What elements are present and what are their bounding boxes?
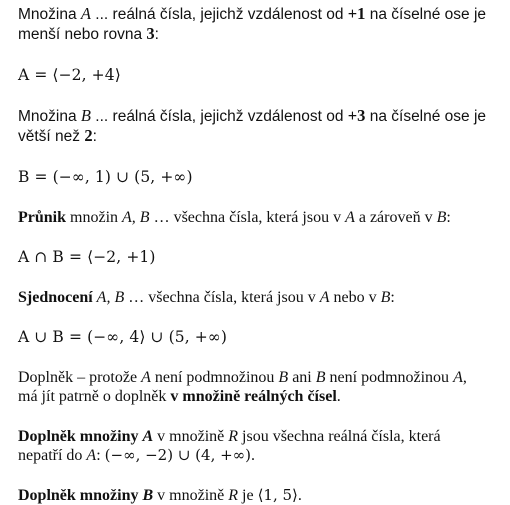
term: Doplněk množiny <box>18 487 143 504</box>
set-b-formula: B = (−∞, 1) ∪ (5, +∞) <box>18 168 193 186</box>
inline-formula: ⟨1, 5⟩ <box>257 486 298 504</box>
variable: R <box>228 487 239 504</box>
set-a-formula: A = ⟨−2, +4⟩ <box>18 66 121 84</box>
variable: A <box>80 4 91 23</box>
variable: B <box>315 369 326 386</box>
variables: A, B <box>96 289 125 306</box>
variable: B <box>278 369 289 386</box>
text: má jít patrně o doplněk <box>18 388 171 405</box>
bold-text: množině reálných čísel <box>182 388 337 405</box>
variables: A, B <box>122 209 150 226</box>
text: : <box>96 447 105 464</box>
value: 3 <box>146 24 155 43</box>
text: Doplněk – protože <box>18 369 142 386</box>
text: jsou všechna reálná čísla, která <box>238 428 441 445</box>
variable: B <box>80 106 91 125</box>
term: Doplněk množiny <box>18 428 143 445</box>
variable: B <box>436 209 447 226</box>
intersection-formula: A ∩ B = ⟨−2, +1) <box>18 248 156 266</box>
union-definition <box>18 288 504 307</box>
text: : <box>92 128 97 145</box>
union-formula: A ∪ B = (−∞, 4⟩ ∪ (5, +∞) <box>18 328 228 346</box>
text: : <box>390 289 395 306</box>
term: Sjednocení <box>18 289 93 306</box>
text: není podmnožinou <box>150 369 279 386</box>
complement-b <box>18 486 504 505</box>
set-a-definition <box>18 4 504 44</box>
text: . <box>336 388 341 405</box>
text: na číselné ose je větší než <box>18 108 487 145</box>
variable: A <box>319 289 330 306</box>
text: není podmnožinou <box>325 369 454 386</box>
text: . <box>297 487 302 504</box>
text: množin <box>66 209 123 226</box>
variable: A <box>345 209 355 226</box>
variable: A <box>86 447 97 464</box>
text: ... reálná čísla, jejichž vzdálenost od <box>91 6 348 23</box>
bold-text: v <box>170 388 183 405</box>
inline-formula: (−∞, −2) ∪ (4, +∞) <box>104 446 252 464</box>
term: Průnik <box>18 209 67 226</box>
text: , <box>462 369 467 386</box>
text: nepatří do <box>18 447 87 464</box>
text: … všechna čísla, která jsou v <box>124 289 320 306</box>
text: Množina <box>18 108 81 125</box>
text: Množina <box>18 6 81 23</box>
text: . <box>251 447 256 464</box>
complement-intro <box>18 368 504 406</box>
text: nebo v <box>329 289 381 306</box>
text: v množině <box>153 487 229 504</box>
set-b-definition <box>18 106 504 146</box>
text: je <box>238 487 258 504</box>
text: … všechna čísla, která jsou v <box>149 209 346 226</box>
variable: A <box>453 369 463 386</box>
variable: R <box>228 428 239 445</box>
variable: B <box>142 487 154 504</box>
text: ani <box>288 369 316 386</box>
value: 2 <box>84 126 93 145</box>
text: na číselné ose je menší nebo rovna <box>18 6 487 43</box>
text: : <box>446 209 451 226</box>
value: +1 <box>347 4 366 23</box>
variable: A <box>142 428 154 445</box>
complement-a <box>18 427 504 465</box>
text: : <box>154 26 159 43</box>
text: a zároveň v <box>354 209 437 226</box>
value: +3 <box>347 106 366 125</box>
variable: B <box>380 289 391 306</box>
document-body <box>18 4 504 505</box>
intersection-definition <box>18 208 504 227</box>
variable: A <box>141 369 151 386</box>
text: v množině <box>153 428 229 445</box>
text: ... reálná čísla, jejichž vzdálenost od <box>91 108 348 125</box>
